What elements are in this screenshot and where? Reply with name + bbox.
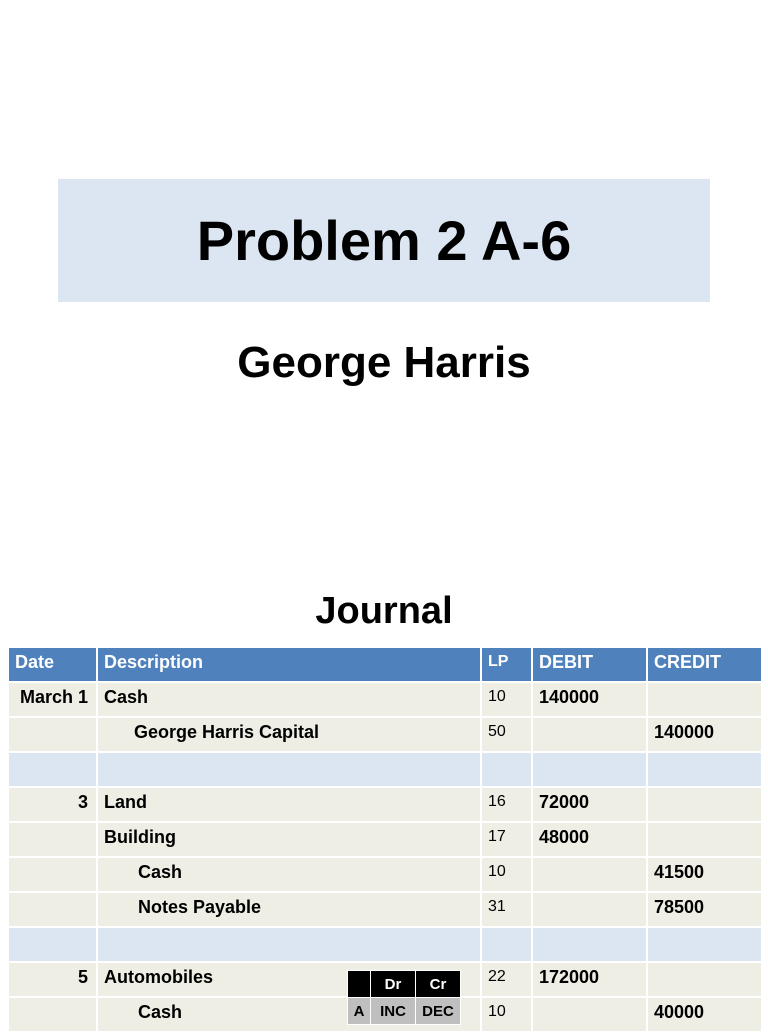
cell-description xyxy=(97,752,481,787)
cell-date: 5 xyxy=(8,962,97,997)
cell-description xyxy=(97,927,481,962)
column-header-credit: CREDIT xyxy=(647,647,762,682)
cell-credit: 78500 xyxy=(647,892,762,927)
table-row xyxy=(8,682,762,717)
column-header-debit: DEBIT xyxy=(532,647,647,682)
cell-lp: 10 xyxy=(481,857,532,892)
cell-lp xyxy=(481,927,532,962)
cell-date xyxy=(8,822,97,857)
cell-credit xyxy=(647,927,762,962)
cell-date xyxy=(8,857,97,892)
drcr-account-type: A xyxy=(348,998,371,1025)
table-row xyxy=(8,892,762,927)
drcr-header-cr: Cr xyxy=(416,971,461,998)
cell-debit: 172000 xyxy=(532,962,647,997)
description-text: George Harris Capital xyxy=(134,722,320,742)
cell-lp: 22 xyxy=(481,962,532,997)
cell-date: 3 xyxy=(8,787,97,822)
column-header-lp: LP xyxy=(481,647,532,682)
cell-lp: 16 xyxy=(481,787,532,822)
cell-date xyxy=(8,892,97,927)
cell-lp: 17 xyxy=(481,822,532,857)
drcr-header-blank xyxy=(348,971,371,998)
cell-description: Building xyxy=(97,822,481,857)
table-row xyxy=(8,752,762,787)
table-row xyxy=(8,717,762,752)
cell-debit xyxy=(532,717,647,752)
table-row xyxy=(8,857,762,892)
cell-description: Land xyxy=(97,787,481,822)
cell-credit: 140000 xyxy=(647,717,762,752)
cell-lp: 31 xyxy=(481,892,532,927)
table-row xyxy=(8,822,762,857)
cell-debit: 72000 xyxy=(532,787,647,822)
description-text: Cash xyxy=(138,862,183,882)
description-text: Notes Payable xyxy=(138,897,262,917)
section-heading: Journal xyxy=(315,590,453,632)
cell-lp: 50 xyxy=(481,717,532,752)
drcr-header-row xyxy=(348,971,461,998)
cell-debit xyxy=(532,927,647,962)
drcr-cr-effect: DEC xyxy=(416,998,461,1025)
cell-date: March 1 xyxy=(8,682,97,717)
drcr-body-row xyxy=(348,998,461,1025)
drcr-dr-effect: INC xyxy=(371,998,416,1025)
description-text: Cash xyxy=(138,1002,183,1022)
cell-description xyxy=(97,857,481,892)
cell-lp: 10 xyxy=(481,682,532,717)
cell-debit xyxy=(532,857,647,892)
cell-credit xyxy=(647,962,762,997)
cell-description: Cash xyxy=(97,682,481,717)
cell-debit xyxy=(532,892,647,927)
table-header-row xyxy=(8,647,762,682)
cell-lp: 10 xyxy=(481,997,532,1032)
cell-credit: 40000 xyxy=(647,997,762,1032)
cell-lp xyxy=(481,752,532,787)
debit-credit-rule-box xyxy=(347,970,461,1025)
cell-credit xyxy=(647,682,762,717)
cell-date xyxy=(8,997,97,1032)
table-row xyxy=(8,787,762,822)
cell-date xyxy=(8,927,97,962)
cell-description xyxy=(97,892,481,927)
column-header-date: Date xyxy=(8,647,97,682)
cell-debit xyxy=(532,997,647,1032)
drcr-header-dr: Dr xyxy=(371,971,416,998)
title-banner xyxy=(58,179,710,302)
cell-debit xyxy=(532,752,647,787)
table-row xyxy=(8,927,762,962)
page-subtitle: George Harris xyxy=(237,338,531,387)
cell-debit: 48000 xyxy=(532,822,647,857)
cell-date xyxy=(8,717,97,752)
cell-credit xyxy=(647,752,762,787)
page-title: Problem 2 A-6 xyxy=(196,209,572,272)
cell-description xyxy=(97,717,481,752)
cell-credit xyxy=(647,787,762,822)
cell-date xyxy=(8,752,97,787)
cell-debit: 140000 xyxy=(532,682,647,717)
cell-description: Automobiles xyxy=(97,962,481,997)
cell-credit: 41500 xyxy=(647,857,762,892)
cell-credit xyxy=(647,822,762,857)
column-header-description: Description xyxy=(97,647,481,682)
